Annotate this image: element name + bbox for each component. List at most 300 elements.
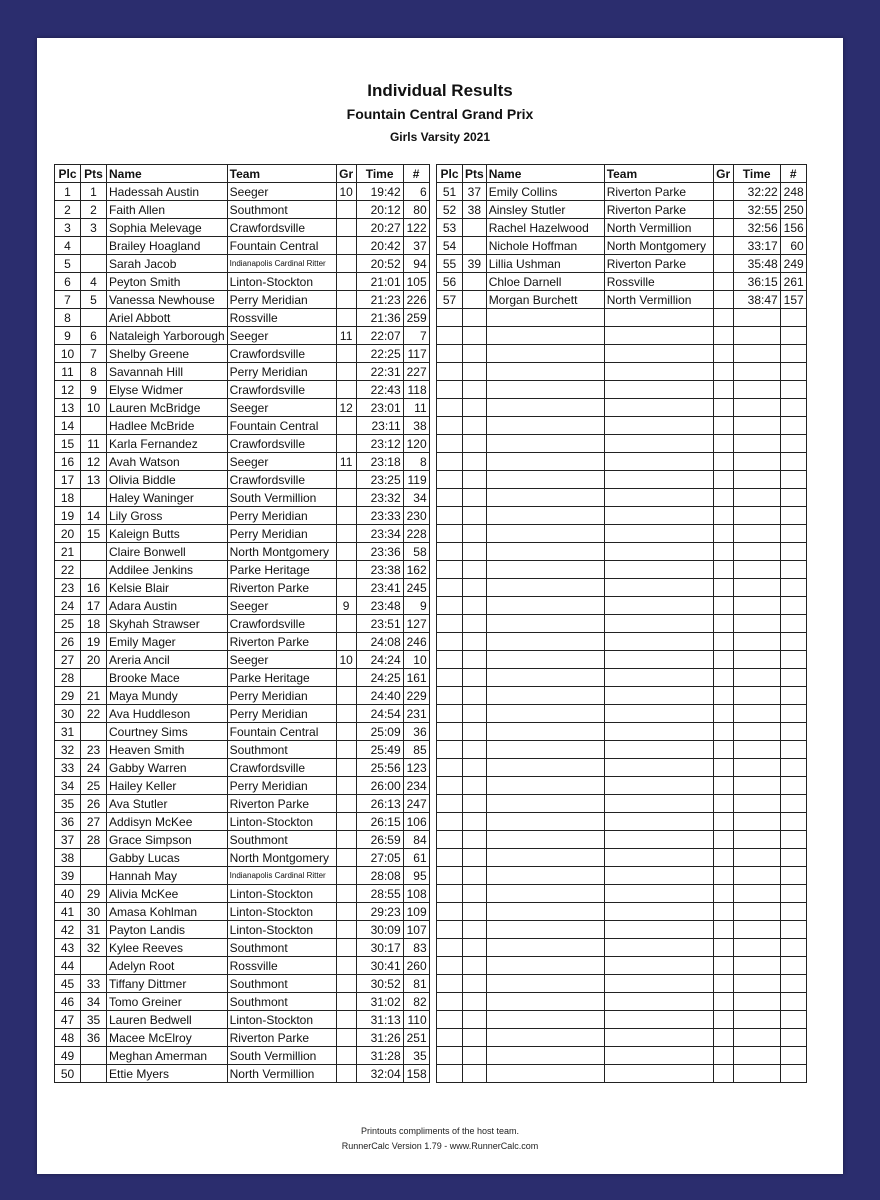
cell-bib: 122 (403, 219, 429, 237)
cell-pts: 7 (81, 345, 107, 363)
cell-name: Gabby Warren (107, 759, 228, 777)
cell-pts (81, 723, 107, 741)
cell-bib: 230 (403, 507, 429, 525)
cell-plc: 19 (55, 507, 81, 525)
cell-team: Crawfordsville (227, 471, 336, 489)
cell-pts: 29 (81, 885, 107, 903)
cell-team (604, 651, 713, 669)
cell-team (604, 1047, 713, 1065)
cell-plc (437, 795, 463, 813)
cell-plc: 40 (55, 885, 81, 903)
cell-bib: 61 (403, 849, 429, 867)
cell-plc (437, 993, 463, 1011)
cell-bib: 7 (403, 327, 429, 345)
cell-time: 32:22 (733, 183, 780, 201)
cell-gr (713, 831, 733, 849)
cell-bib (780, 579, 806, 597)
table-row (55, 651, 430, 669)
page-title: Individual Results (367, 81, 513, 100)
cell-team: Perry Meridian (227, 687, 336, 705)
cell-gr (713, 273, 733, 291)
cell-team: Seeger (227, 183, 336, 201)
cell-plc (437, 309, 463, 327)
cell-team: Fountain Central (227, 417, 336, 435)
cell-gr (336, 813, 356, 831)
cell-name: Ainsley Stutler (486, 201, 604, 219)
cell-team: Riverton Parke (227, 795, 336, 813)
cell-plc: 14 (55, 417, 81, 435)
cell-time: 23:38 (356, 561, 403, 579)
col-name: Name (107, 165, 228, 183)
cell-bib: 245 (403, 579, 429, 597)
cell-plc (437, 885, 463, 903)
cell-plc: 18 (55, 489, 81, 507)
cell-name: Peyton Smith (107, 273, 228, 291)
cell-team: Riverton Parke (604, 201, 713, 219)
cell-time (733, 705, 780, 723)
cell-name: Areria Ancil (107, 651, 228, 669)
cell-pts (81, 867, 107, 885)
cell-name: Lily Gross (107, 507, 228, 525)
cell-team (604, 813, 713, 831)
cell-gr (713, 597, 733, 615)
cell-name (486, 867, 604, 885)
cell-gr (336, 795, 356, 813)
cell-gr (713, 345, 733, 363)
cell-name: Rachel Hazelwood (486, 219, 604, 237)
cell-time (733, 525, 780, 543)
cell-bib: 234 (403, 777, 429, 795)
cell-time (733, 867, 780, 885)
table-row (55, 957, 430, 975)
cell-team: North Vermillion (604, 219, 713, 237)
cell-plc (437, 687, 463, 705)
cell-time: 25:56 (356, 759, 403, 777)
empty-row (437, 957, 807, 975)
cell-time (733, 1029, 780, 1047)
table-row (437, 273, 807, 291)
cell-time: 23:32 (356, 489, 403, 507)
col-bib: # (403, 165, 429, 183)
cell-gr (713, 561, 733, 579)
cell-gr (713, 327, 733, 345)
cell-bib: 38 (403, 417, 429, 435)
cell-plc: 56 (437, 273, 463, 291)
cell-bib (780, 849, 806, 867)
cell-gr (713, 867, 733, 885)
cell-bib (780, 975, 806, 993)
cell-gr (713, 525, 733, 543)
cell-time: 30:41 (356, 957, 403, 975)
cell-name: Vanessa Newhouse (107, 291, 228, 309)
cell-plc: 30 (55, 705, 81, 723)
cell-name: Lillia Ushman (486, 255, 604, 273)
cell-gr: 10 (336, 651, 356, 669)
cell-plc: 28 (55, 669, 81, 687)
cell-team (604, 957, 713, 975)
cell-name: Ava Huddleson (107, 705, 228, 723)
cell-bib: 120 (403, 435, 429, 453)
cell-plc: 57 (437, 291, 463, 309)
cell-pts (81, 561, 107, 579)
cell-pts (463, 273, 487, 291)
cell-team: Seeger (227, 453, 336, 471)
cell-pts: 19 (81, 633, 107, 651)
cell-bib: 95 (403, 867, 429, 885)
cell-team: Fountain Central (227, 723, 336, 741)
cell-plc (437, 435, 463, 453)
cell-plc: 8 (55, 309, 81, 327)
table-row (55, 345, 430, 363)
cell-plc: 44 (55, 957, 81, 975)
cell-gr (336, 345, 356, 363)
cell-gr (336, 723, 356, 741)
cell-plc (437, 1011, 463, 1029)
cell-gr (713, 741, 733, 759)
cell-team (604, 399, 713, 417)
cell-plc: 4 (55, 237, 81, 255)
cell-team: Crawfordsville (227, 759, 336, 777)
cell-bib: 6 (403, 183, 429, 201)
table-row (437, 201, 807, 219)
cell-name (486, 921, 604, 939)
table-row (55, 759, 430, 777)
table-row (55, 939, 430, 957)
table-row (55, 633, 430, 651)
table-row (437, 219, 807, 237)
cell-name: Hannah May (107, 867, 228, 885)
cell-bib (780, 885, 806, 903)
cell-pts: 24 (81, 759, 107, 777)
cell-pts (463, 1047, 487, 1065)
cell-plc: 54 (437, 237, 463, 255)
table-row (55, 363, 430, 381)
cell-pts (463, 579, 487, 597)
cell-pts (463, 993, 487, 1011)
col-bib: # (780, 165, 806, 183)
cell-pts: 23 (81, 741, 107, 759)
cell-gr (336, 1029, 356, 1047)
cell-plc: 26 (55, 633, 81, 651)
cell-time (733, 309, 780, 327)
cell-pts (463, 471, 487, 489)
cell-name: Hailey Keller (107, 777, 228, 795)
cell-bib (780, 993, 806, 1011)
cell-time (733, 489, 780, 507)
footer-version: RunnerCalc Version 1.79 - www.RunnerCalc.com (341, 1141, 539, 1151)
cell-team (604, 723, 713, 741)
cell-name: Tomo Greiner (107, 993, 228, 1011)
table-row (55, 435, 430, 453)
cell-gr (713, 183, 733, 201)
cell-team (604, 795, 713, 813)
cell-team: Linton-Stockton (227, 1011, 336, 1029)
cell-bib: 260 (403, 957, 429, 975)
cell-time (733, 975, 780, 993)
cell-time (733, 813, 780, 831)
cell-plc: 38 (55, 849, 81, 867)
cell-gr (713, 705, 733, 723)
table-header-row (55, 165, 430, 183)
cell-time (733, 795, 780, 813)
cell-time (733, 1065, 780, 1083)
cell-team (604, 471, 713, 489)
cell-plc (437, 1065, 463, 1083)
cell-plc: 25 (55, 615, 81, 633)
cell-bib: 8 (403, 453, 429, 471)
cell-team (604, 525, 713, 543)
cell-name (486, 579, 604, 597)
cell-bib (780, 1047, 806, 1065)
cell-pts (81, 417, 107, 435)
cell-team: Southmont (227, 993, 336, 1011)
table-row (55, 813, 430, 831)
cell-time: 21:01 (356, 273, 403, 291)
cell-pts (463, 669, 487, 687)
table-row (55, 291, 430, 309)
empty-row (437, 759, 807, 777)
cell-team: Linton-Stockton (227, 273, 336, 291)
cell-gr (336, 489, 356, 507)
cell-gr (713, 255, 733, 273)
cell-team (604, 705, 713, 723)
cell-pts (463, 597, 487, 615)
cell-gr (713, 237, 733, 255)
cell-time (733, 849, 780, 867)
cell-bib (780, 795, 806, 813)
table-row (55, 993, 430, 1011)
meet-name: Fountain Central Grand Prix (346, 106, 534, 122)
cell-pts (463, 219, 487, 237)
cell-team (604, 1065, 713, 1083)
cell-pts: 11 (81, 435, 107, 453)
cell-pts: 2 (81, 201, 107, 219)
cell-time (733, 957, 780, 975)
cell-team: Parke Heritage (227, 669, 336, 687)
cell-plc (437, 399, 463, 417)
cell-bib (780, 399, 806, 417)
cell-gr (336, 957, 356, 975)
cell-team (604, 741, 713, 759)
cell-team: Linton-Stockton (227, 921, 336, 939)
cell-gr (336, 885, 356, 903)
cell-plc (437, 561, 463, 579)
cell-name (486, 687, 604, 705)
cell-team: Linton-Stockton (227, 813, 336, 831)
cell-bib: 117 (403, 345, 429, 363)
table-row (55, 543, 430, 561)
cell-time: 32:56 (733, 219, 780, 237)
cell-team (604, 831, 713, 849)
cell-team: Seeger (227, 651, 336, 669)
table-row (55, 471, 430, 489)
cell-gr (336, 507, 356, 525)
cell-name: Heaven Smith (107, 741, 228, 759)
cell-team: Linton-Stockton (227, 885, 336, 903)
cell-pts: 33 (81, 975, 107, 993)
empty-row (437, 633, 807, 651)
cell-name (486, 885, 604, 903)
cell-gr (713, 687, 733, 705)
empty-row (437, 327, 807, 345)
cell-plc: 43 (55, 939, 81, 957)
cell-bib: 58 (403, 543, 429, 561)
cell-gr (713, 201, 733, 219)
cell-bib (780, 489, 806, 507)
empty-row (437, 651, 807, 669)
cell-bib (780, 507, 806, 525)
cell-pts (81, 957, 107, 975)
cell-name: Shelby Greene (107, 345, 228, 363)
cell-team (604, 579, 713, 597)
cell-gr (336, 219, 356, 237)
cell-gr (336, 1047, 356, 1065)
cell-plc: 51 (437, 183, 463, 201)
cell-plc (437, 759, 463, 777)
cell-pts: 12 (81, 453, 107, 471)
cell-gr: 11 (336, 327, 356, 345)
table-row (55, 417, 430, 435)
cell-bib: 123 (403, 759, 429, 777)
cell-time (733, 939, 780, 957)
cell-name: Adelyn Root (107, 957, 228, 975)
cell-team: North Montgomery (227, 849, 336, 867)
cell-bib (780, 759, 806, 777)
cell-plc: 37 (55, 831, 81, 849)
cell-name (486, 399, 604, 417)
cell-bib: 36 (403, 723, 429, 741)
cell-bib (780, 705, 806, 723)
table-header-row (437, 165, 807, 183)
cell-team (604, 903, 713, 921)
table-row (55, 489, 430, 507)
cell-gr (336, 363, 356, 381)
cell-bib: 228 (403, 525, 429, 543)
cell-name: Ariel Abbott (107, 309, 228, 327)
cell-team: Perry Meridian (227, 507, 336, 525)
cell-plc: 17 (55, 471, 81, 489)
col-time: Time (356, 165, 403, 183)
cell-time (733, 543, 780, 561)
cell-team: Southmont (227, 975, 336, 993)
cell-time: 32:04 (356, 1065, 403, 1083)
cell-bib (780, 345, 806, 363)
cell-name: Sophia Melevage (107, 219, 228, 237)
cell-bib (780, 543, 806, 561)
cell-gr (336, 831, 356, 849)
cell-bib (780, 867, 806, 885)
cell-plc (437, 327, 463, 345)
cell-time (733, 435, 780, 453)
cell-name: Addisyn McKee (107, 813, 228, 831)
cell-gr (713, 1029, 733, 1047)
cell-pts (463, 849, 487, 867)
cell-plc (437, 543, 463, 561)
cell-gr (336, 759, 356, 777)
cell-time (733, 579, 780, 597)
cell-gr (713, 993, 733, 1011)
cell-pts (463, 507, 487, 525)
cell-pts (463, 1065, 487, 1083)
cell-gr (713, 1011, 733, 1029)
cell-gr (336, 417, 356, 435)
cell-gr (713, 813, 733, 831)
cell-pts: 21 (81, 687, 107, 705)
cell-team: Crawfordsville (227, 219, 336, 237)
cell-pts (81, 255, 107, 273)
table-row (55, 705, 430, 723)
cell-name: Grace Simpson (107, 831, 228, 849)
cell-gr: 9 (336, 597, 356, 615)
results-sheet (37, 38, 843, 1174)
cell-team (604, 759, 713, 777)
cell-time (733, 561, 780, 579)
cell-plc: 41 (55, 903, 81, 921)
cell-plc (437, 381, 463, 399)
table-row (55, 273, 430, 291)
cell-bib (780, 669, 806, 687)
cell-pts (463, 489, 487, 507)
cell-team (604, 381, 713, 399)
cell-pts (463, 741, 487, 759)
cell-time: 24:24 (356, 651, 403, 669)
cell-pts (463, 309, 487, 327)
cell-name (486, 489, 604, 507)
cell-plc (437, 867, 463, 885)
cell-team (604, 417, 713, 435)
cell-plc: 1 (55, 183, 81, 201)
cell-plc: 33 (55, 759, 81, 777)
cell-pts: 3 (81, 219, 107, 237)
cell-team: Crawfordsville (227, 345, 336, 363)
empty-row (437, 471, 807, 489)
cell-time: 30:09 (356, 921, 403, 939)
cell-pts (463, 399, 487, 417)
cell-gr (713, 471, 733, 489)
cell-name (486, 471, 604, 489)
cell-gr (336, 237, 356, 255)
cell-pts (463, 975, 487, 993)
cell-team: South Vermillion (227, 489, 336, 507)
cell-pts: 16 (81, 579, 107, 597)
cell-pts (81, 237, 107, 255)
cell-gr (336, 921, 356, 939)
cell-plc (437, 417, 463, 435)
cell-bib (780, 651, 806, 669)
cell-name (486, 975, 604, 993)
cell-name: Avah Watson (107, 453, 228, 471)
cell-name: Maya Mundy (107, 687, 228, 705)
cell-plc (437, 831, 463, 849)
cell-bib (780, 561, 806, 579)
cell-name: Skyhah Strawser (107, 615, 228, 633)
cell-plc: 22 (55, 561, 81, 579)
cell-pts: 4 (81, 273, 107, 291)
cell-time: 24:40 (356, 687, 403, 705)
cell-time (733, 399, 780, 417)
table-row (55, 399, 430, 417)
cell-pts: 9 (81, 381, 107, 399)
cell-time: 26:00 (356, 777, 403, 795)
cell-bib: 82 (403, 993, 429, 1011)
cell-name (486, 597, 604, 615)
cell-name (486, 435, 604, 453)
cell-bib (780, 687, 806, 705)
cell-bib (780, 777, 806, 795)
cell-pts: 22 (81, 705, 107, 723)
cell-bib: 229 (403, 687, 429, 705)
cell-bib: 110 (403, 1011, 429, 1029)
